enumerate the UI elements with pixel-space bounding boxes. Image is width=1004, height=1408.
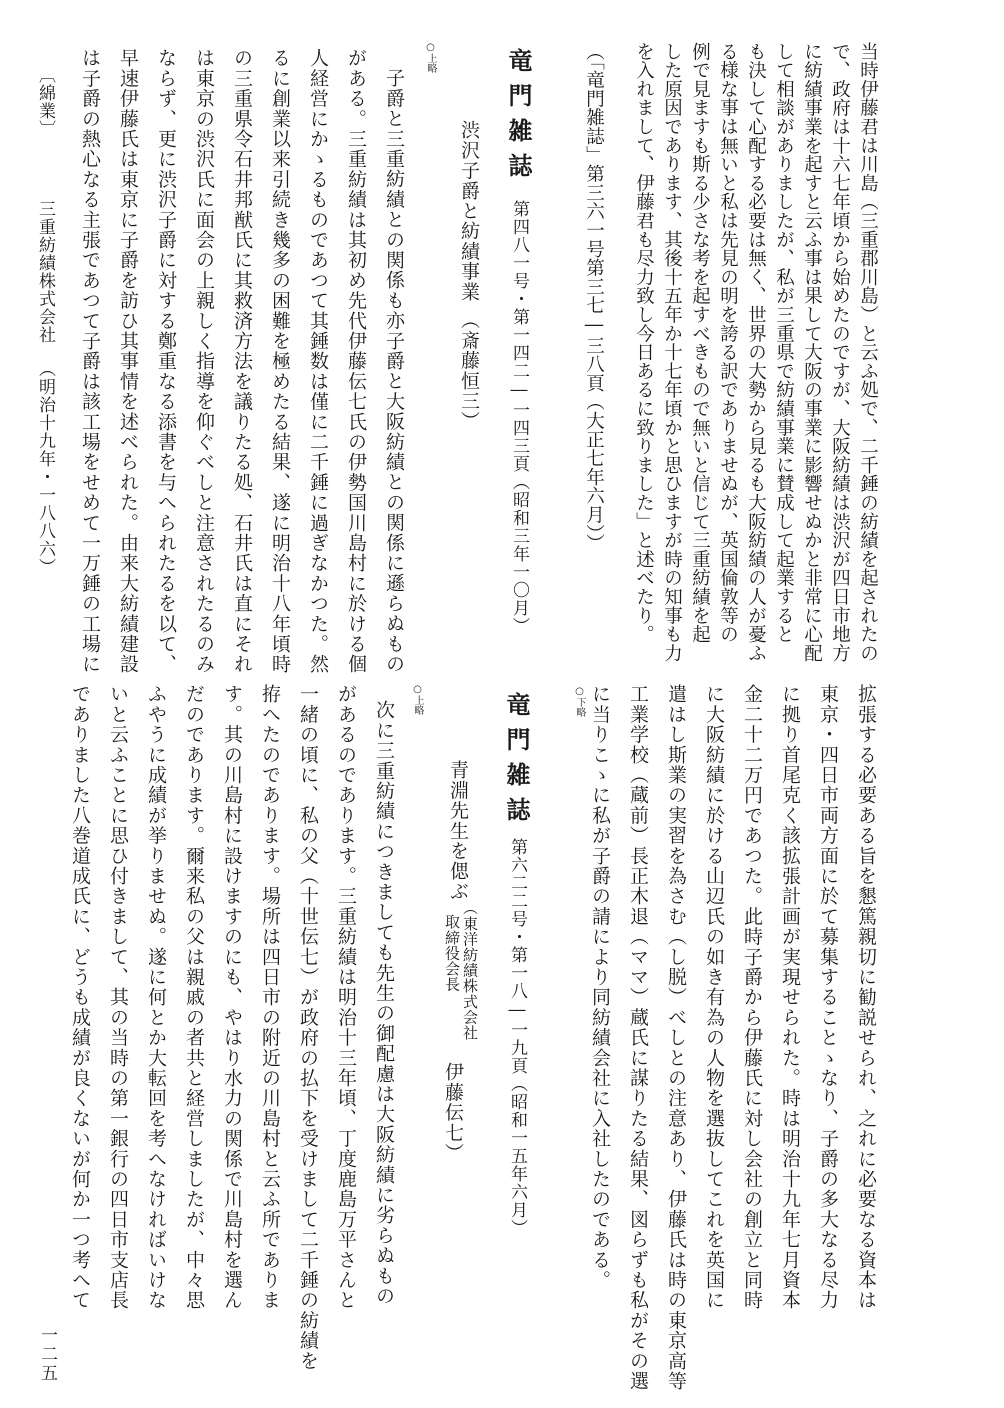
prev-quote-line: で、政府は十六七年頃から始めたのですが、大阪紡績は渋沢が四日市地方 <box>829 42 851 663</box>
body-line: 人経営にかゝるものであつて其錘数は僅に二千錘に過ぎなかつた。然 <box>307 48 329 675</box>
body-line: 次に三重紡績につきましても先生の御配慮は大阪紡績に劣らぬもの <box>373 700 395 1306</box>
body-line: は子爵の熱心なる主張であつて子爵は該工場をせめて一万錘の工場に <box>79 48 101 675</box>
body-line: だのであります。爾来私の父は親戚の者共と経営しましたが、中々思 <box>183 684 205 1311</box>
body-line: があるのであります。三重紡績は明治十三年頃、丁度鹿島万平さんと <box>335 684 357 1311</box>
article-title: 青淵先生を偲ぶ <box>447 760 469 902</box>
prev-quote-line: る様な事は無いと私は先見の明を誇る訳でありませぬが、英国倫敦等の <box>717 42 739 644</box>
prev-quote-citation: （「竜門雑誌」第三六一号第三七―三八頁（大正七年六月）） <box>583 42 605 553</box>
prev-quote-line: を入れまして、伊藤君も尽力致し今日あるに致りました」と述べたり。 <box>633 42 655 644</box>
cont-line: に大阪紡績に於ける山辺氏の如き有為の人物を選抜してこれを英国に <box>703 684 725 1311</box>
page-number: 一二五 <box>37 1326 57 1383</box>
body-line: ならず、更に渋沢子爵に対する鄭重なる添書を与へられたるを以て、 <box>155 48 177 675</box>
header-company: 三重紡績株式会社 <box>35 200 55 344</box>
header-era: （明治十九年・一八八六） <box>35 360 55 576</box>
cont-line: 東京・四日市両方面に於て募集することゝなり、子爵の多大なる尽力 <box>817 684 839 1311</box>
body-line: 拵へたのであります。場所は四日市の附近の川島村と云ふ所でありま <box>259 684 281 1311</box>
cont-line: 拡張する必要ある旨を懇篤親切に勧説せられ、之れに必要なる資本は <box>855 684 877 1311</box>
body-line: でありました八巻道成氏に、どうも成績が良くないが何か一つ考へて <box>69 684 91 1311</box>
cont-line: 工業学校（蔵前）長正木退（ママ）蔵氏に謀りたる結果、図らずも私がその選 <box>627 684 649 1391</box>
body-line: 早速伊藤氏は東京に子爵を訪ひ其事情を述べられた。由来大紡績建設 <box>117 48 139 675</box>
omit-mark-end: ○下略 <box>574 686 585 717</box>
prev-quote-line: して相談がありましたが、私が三重県で紡績事業に賛成して起業すると <box>773 42 795 644</box>
author-affiliation: 取締役会長 <box>443 914 461 992</box>
cont-line: に当りこゝに私が子爵の請により同紡績会社に入社したのである。 <box>589 684 611 1290</box>
prev-quote-line: 例で見ますも斯る少さな考を起すべきもので無いと信じて三重紡績を起 <box>689 42 711 644</box>
prev-quote-line: した原因であります、其後十五年か十七年頃かと思ひますが時の知事も力 <box>661 42 683 663</box>
header-category: 〔綿業〕 <box>35 66 55 138</box>
source-title: 竜門雑誌 <box>504 48 533 188</box>
body-line: は東京の渋沢氏に面会の上親しく指導を仰ぐべしと注意されたるのみ <box>193 48 215 675</box>
cont-line: 金二十二万円であつた。此時子爵から伊藤氏に対し会社の創立と同時 <box>741 684 763 1311</box>
source-title: 竜門雑誌 <box>502 692 531 832</box>
source-issue: 第四八一号・第一四二―一四三頁（昭和三年一〇月） <box>509 200 529 635</box>
body-line: の三重県令石井邦猷氏に其救済方法を議りたる処、石井氏は直にそれ <box>231 48 253 675</box>
author-name: 伊藤伝七） <box>442 1062 464 1163</box>
body-line: 一緒の頃に、私の父（十世伝七）が政府の払下を受けまして二千錘の紡績を <box>297 684 319 1371</box>
body-line: がある。三重紡績は其初め先代伊藤伝七氏の伊勢国川島村に於ける個 <box>345 48 367 675</box>
body-line: ふやうに成績が挙りませぬ。遂に何とか大転回を考へなければいけな <box>145 684 167 1311</box>
source-issue: 第六二二号・第一八―一九頁（昭和一五年六月） <box>507 838 527 1237</box>
body-line: るに創業以来引続き幾多の困難を極めたる結果、遂に明治十八年頃時 <box>269 48 291 675</box>
omit-mark: ○上略 <box>412 684 423 715</box>
cont-line: に拠り首尾克く該拡張計画が実現せられた。時は明治十九年七月資本 <box>779 684 801 1311</box>
article-author: （斎藤恒三） <box>458 310 480 432</box>
body-line: す。其の川島村に設けますのにも、やはり水力の関係で川島村を選ん <box>221 684 243 1311</box>
prev-quote-line: に紡績事業を起すと云ふ事は果して大阪の事業に影響せぬかと非常に心配 <box>801 42 823 663</box>
article-title: 渋沢子爵と紡績事業 <box>458 120 480 302</box>
body-line: 子爵と三重紡績との関係も亦子爵と大阪紡績との関係に遜らぬもの <box>383 68 405 674</box>
cont-line: 遣はし斯業の実習を為さむ（し脱）べしとの注意あり、伊藤氏は時の東京高等 <box>665 684 687 1391</box>
omit-mark: ○上略 <box>425 42 436 73</box>
prev-quote-line: も決して心配する必要は無く、世界の大勢から見るも大阪紡績の人が憂ふ <box>745 42 767 663</box>
prev-quote-line: 当時伊藤君は川島（三重郡川島）と云ふ処で、二千錘の紡績を起されたの <box>857 42 879 663</box>
body-line: いと云ふことに思ひ付きまして、其の当時の第一銀行の四日市支店長 <box>107 684 129 1311</box>
author-affiliation: （東洋紡績株式会社 <box>461 900 479 1041</box>
